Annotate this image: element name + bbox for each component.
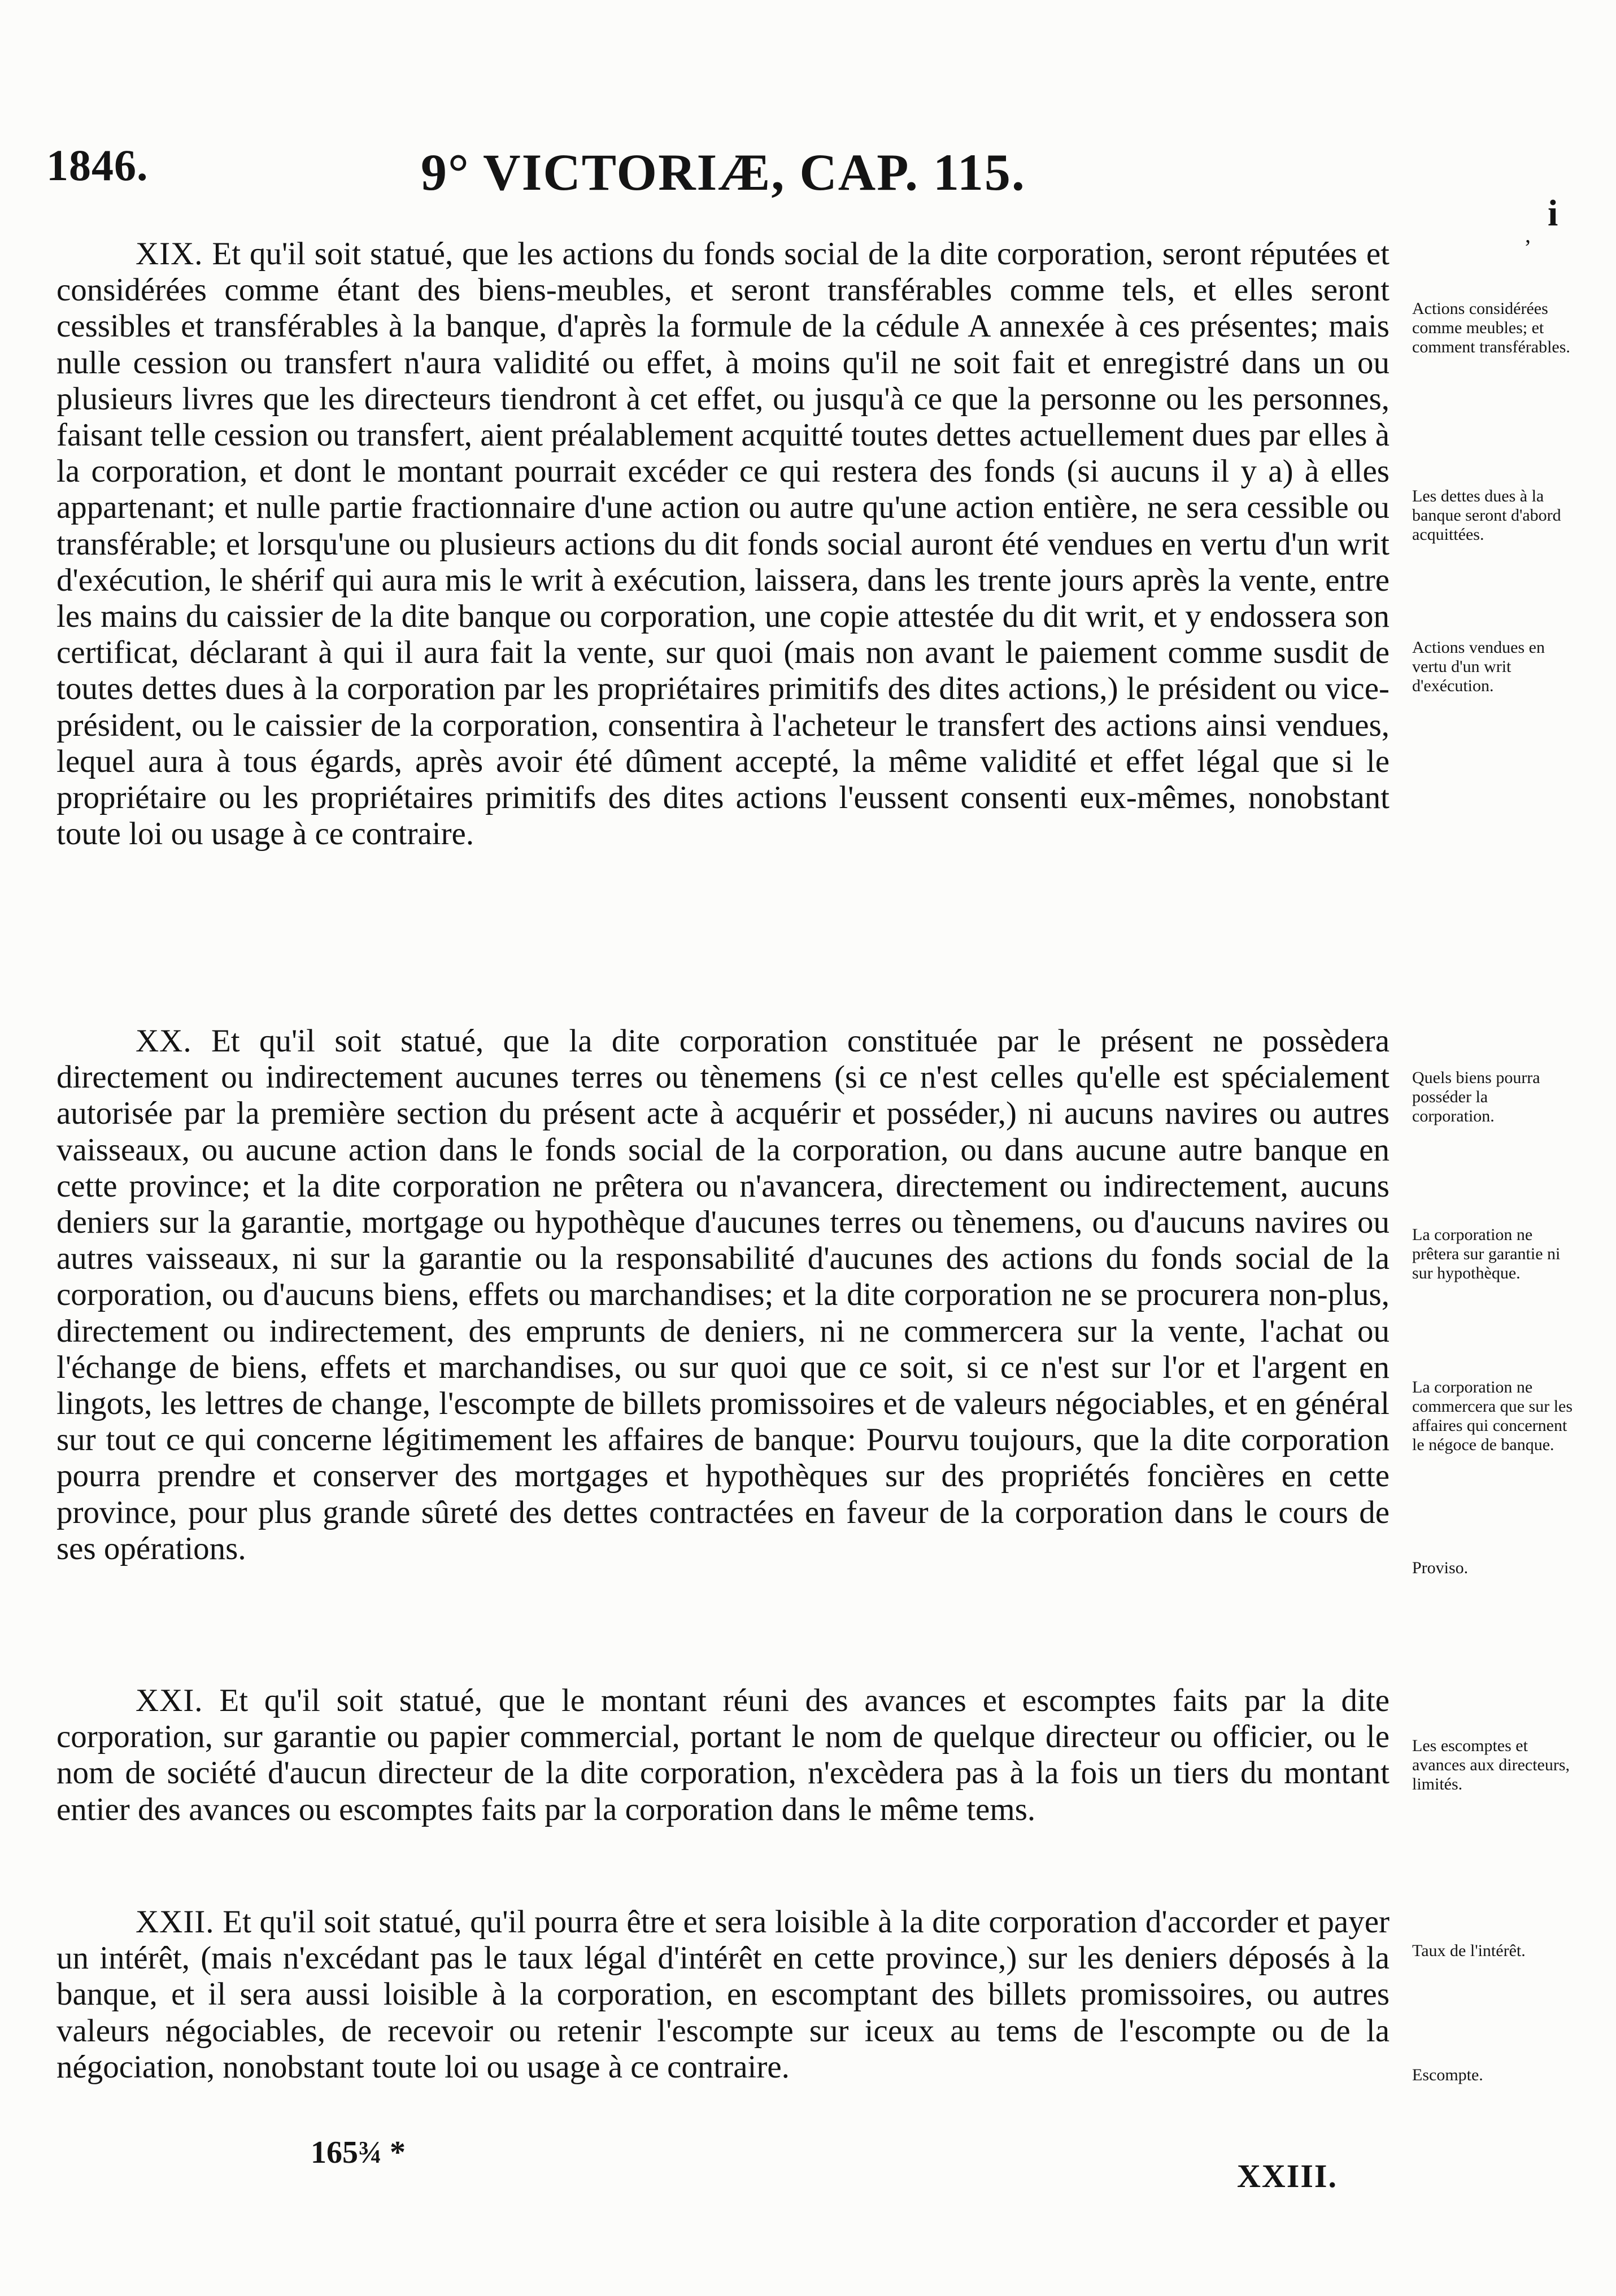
section-xxii — [56, 1904, 1390, 2085]
section-number: XXI. — [136, 1683, 203, 1718]
margin-note: Actions considérées comme meubles; et comment transférables. — [1412, 299, 1570, 356]
section-xxi — [56, 1683, 1390, 1828]
section-paragraph — [56, 1023, 1390, 1567]
page-mark-tick: , — [1525, 222, 1531, 247]
section-text: Et qu'il soit statué, que la dite corporation constituée par le présent ne possèdera directement ou indirectement aucunes terres ou tènemens (si ce n'est celles qu'elle est spécialement autorisée par la première section du présent acte à acquérir et posséder,) ni aucuns navires ou autres vaisseaux, ou aucune action dans le fonds social de la corporation, ou dans aucune autre banque en cette province; et la dite corporation ne prêtera ou n'avancera, directement ou indirectement, aucuns deniers sur la garantie, mortgage ou hypothèque d'aucunes terres ou tènemens, ou d'aucuns navires ou autres vaisseaux, ni sur la garantie ou la responsabilité d'aucunes des actions du fonds social de la corporation, ou d'aucuns biens, effets ou marchandises; et la dite corporation ne se procurera non-plus, directement ou indirectement, des emprunts de deniers, ni ne commercera sur la vente, l'achat ou l'échange de biens, effets et marchandises, ou sur quoi que ce soit, si ce n'est sur l'or et l'argent en lingots, les lettres de change, l'escompte de billets promissoires et de valeurs négociables, et en général sur tout ce qui concerne légitimement les affaires de banque: Pourvu toujours, que la dite corporation pourra prendre et conserver des mortgages et hypothèques sur des propriétés foncières en cette province, pour plus grande sûreté des dettes contractées en faveur de la corporation dans le cours de ses opérations. — [56, 1023, 1390, 1566]
margin-note: Actions vendues en vertu d'un writ d'exécution. — [1412, 638, 1545, 695]
section-text: Et qu'il soit statué, que le montant réuni des avances et escomptes faits par la dite corporation, sur garantie ou papier commercial, portant le nom de quelque directeur ou officier, ou le nom de société d'aucun directeur de la dite corporation, n'excèdera pas à la fois un tiers du montant entier des avances ou escomptes faits par la corporation dans le même tems. — [56, 1683, 1390, 1827]
section-xx — [56, 1023, 1390, 1567]
margin-note: La corporation ne commercera que sur les affaires qui concernent le négoce de banque. — [1412, 1378, 1573, 1454]
margin-note: Les dettes dues à la banque seront d'abord acquittées. — [1412, 487, 1561, 544]
margin-note: Escompte. — [1412, 2066, 1483, 2084]
section-paragraph — [56, 1904, 1390, 2085]
section-number: XX. — [136, 1023, 192, 1059]
section-number: XXII. — [136, 1904, 215, 1940]
margin-note: La corporation ne prêtera sur garantie ni sur hypothèque. — [1412, 1225, 1561, 1282]
header-title: 9° VICTORIÆ, CAP. 115. — [421, 143, 1026, 201]
section-text: Et qu'il soit statué, qu'il pourra être et sera loisible à la dite corporation d'accorder et payer un intérêt, (mais n'excédant pas le taux légal d'intérêt en cette province,) sur les deniers déposés à la banque, et il sera aussi loisible à la corporation, en escomptant des billets promissoires, ou autres valeurs négociables, de recevoir ou retenir l'escompte sur iceux au tems de l'escompte ou de la négociation, nonobstant toute loi ou usage à ce contraire. — [56, 1904, 1390, 2085]
section-xix — [56, 236, 1390, 852]
margin-note: Proviso. — [1412, 1559, 1469, 1577]
signature-mark: 165¾ * — [311, 2135, 406, 2170]
margin-note: Les escomptes et avances aux directeurs, limités. — [1412, 1736, 1570, 1793]
header-year: 1846. — [46, 141, 149, 190]
margin-note: Taux de l'intérêt. — [1412, 1941, 1526, 1960]
section-number: XIX. — [136, 236, 203, 272]
section-text: Et qu'il soit statué, que les actions du fonds social de la dite corporation, seront réputées et considérées comme étant des biens-meubles, et seront transférables comme tels, et elles seront cessibles et transférables à la banque, d'après la formule de la cédule A annexée à ces présentes; mais nulle cession ou transfert n'aura validité ou effet, à moins qu'il ne soit fait et enregistré dans un ou plusieurs livres que les directeurs tiendront à cet effet, ou jusqu'à ce que la personne ou les personnes, faisant telle cession ou transfert, aient préalablement acquitté toutes dettes actuellement dues par elles à la corporation, et dont le montant pourrait excéder ce qui restera des fonds (si aucuns il y a) à elles appartenant; et nulle partie fractionnaire d'une action ou autre qu'une action entière, ne sera cessible ou transférable; et lorsqu'une ou plusieurs actions du dit fonds social auront été vendues en vertu d'un writ d'exécution, le shérif qui aura mis le writ à exécution, laissera, dans les trente jours après la vente, entre les mains du caissier de la dite banque ou corporation, une copie attestée du dit writ, et y endossera son certificat, déclarant à qui il aura fait la vente, sur quoi (mais non avant le paiement comme susdit de toutes dettes dues à la corporation par les propriétaires primitifs des dites actions,) le président ou vice-président, ou le caissier de la corporation, consentira à l'acheteur le transfert des actions ainsi vendues, lequel aura à tous égards, après avoir été dûment accepté, la même validité et effet légal que si le propriétaire ou les propriétaires primitifs des dites actions l'eussent consenti eux-mêmes, nonobstant toute loi ou usage à ce contraire. — [56, 236, 1390, 852]
margin-note: Quels biens pourra posséder la corporation. — [1412, 1068, 1540, 1125]
page-mark: i — [1548, 193, 1558, 234]
section-paragraph — [56, 1683, 1390, 1828]
section-paragraph — [56, 236, 1390, 852]
catchword: XXIII. — [1237, 2158, 1338, 2194]
